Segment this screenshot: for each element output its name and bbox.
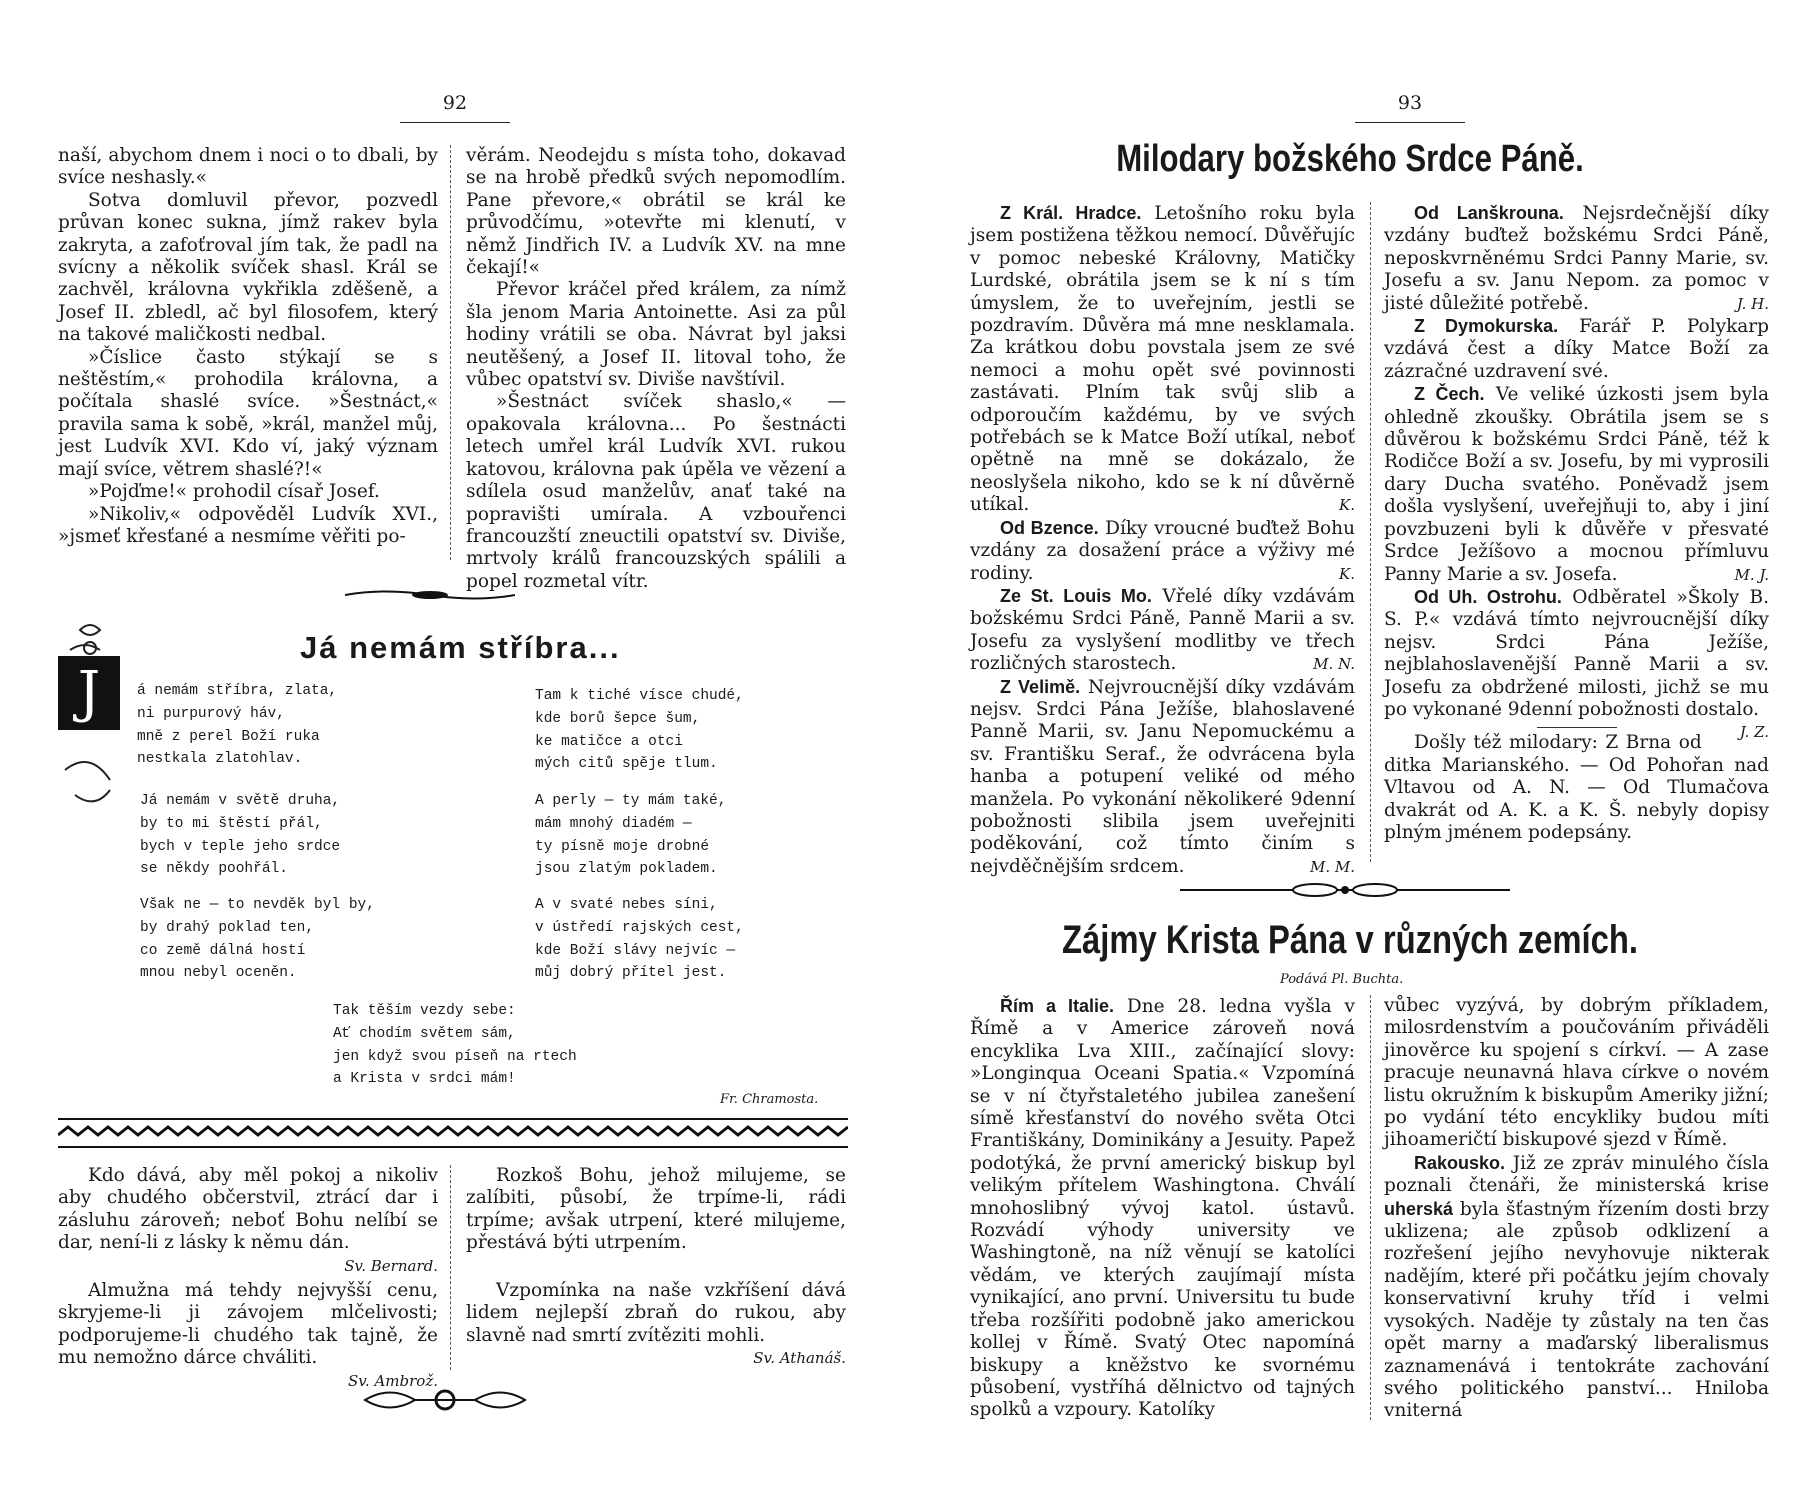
verse-line: bych v teple jeho srdce bbox=[140, 838, 341, 855]
entry: Ze St. Louis Mo. Vřelé díky vzdávám božskému Srdci Páně, Panně Marii a sv. Josefu za vyslyšení modlitby ve třech rozličných starostech. M. N. bbox=[970, 585, 1355, 675]
quote-block bbox=[466, 1165, 846, 1255]
paragraph: Sotva domluvil převor, pozvedl průvan konec sukna, jímž rakev byla zakryta, a zafoťroval jím tak, že padl na svícny a několik svíček shasl. Král se zachvěl, královna vykřikla zděšeně, a Josef II. zbledl, ač byl filosofem, který na takové maličkosti nedbal. bbox=[58, 189, 438, 346]
quote-signature: Sv. Athanáš. bbox=[753, 1349, 846, 1368]
poem-stanza bbox=[535, 790, 726, 881]
milodary-column-2 bbox=[1384, 202, 1769, 844]
paragraph: »Pojďme!« prohodil císař Josef. bbox=[88, 481, 380, 503]
verse-line: ke matičce a otci bbox=[535, 733, 683, 750]
section-title: Zájmy Krista Pána v různých zemích. bbox=[1061, 918, 1639, 962]
verse-line: mám mnohý diadém — bbox=[535, 815, 692, 832]
drop-cap: J bbox=[58, 656, 120, 730]
poem-stanza bbox=[535, 685, 744, 776]
verse-line: kde borů šepce šum, bbox=[535, 710, 701, 727]
decorative-band bbox=[58, 1115, 848, 1155]
paragraph: »Nikoliv,« odpověděl Ludvík XVI., »jsmeť křesťané a nesmíme věřiti po- bbox=[58, 503, 438, 547]
entry: Rakousko. Již ze zpráv minulého čísla poznali čtenáři, že ministerská krise uherská byla šťastným řízením dosti brzy uklizena; ale způsob odklizení a rozřešení jejího nevyhovuje nikterak nadějím, které při počátku jejím chovaly konservativní kruhy tříd i velmi vysokých. Naděje ty zůstaly na ten čas opět marny a maďarský liberalismus zaznamenává i tentokráte zachování svého politického panství... Hniloba vniterná bbox=[1384, 1152, 1769, 1422]
tailpiece-ornament bbox=[360, 1385, 530, 1415]
verse-line: jsou zlatým pokladem. bbox=[535, 861, 718, 878]
entry: Došly též milodary: Z Brna od ditka Marianského. — Od Pohořan nad Vltavou od A. N. — Od Tlumačova dvakrát od A. K. a K. Š. nebyly dopisy plným jménem podepsány. bbox=[1384, 732, 1769, 843]
page-number: 93 bbox=[1397, 92, 1423, 114]
verse-line: Tak těším vezdy sebe: bbox=[333, 1003, 516, 1019]
verse-line: Tam k tiché vísce chudé, bbox=[535, 688, 744, 704]
page-number: 92 bbox=[442, 92, 468, 114]
column-divider bbox=[450, 145, 451, 560]
page-number-rule bbox=[400, 122, 510, 123]
verse-line: Já nemám v světě druha, bbox=[140, 793, 341, 809]
verse-line: A v svaté nebes síni, bbox=[535, 897, 718, 913]
paragraph: naší, abychom dnem i noci o to dbali, by svíce neshasly.« bbox=[58, 145, 438, 189]
left-page bbox=[0, 0, 900, 1500]
quote-text: Vzpomínka na naše vzkříšení dává lidem nejlepší zbraň do rukou, aby slavně nad smrtí zvítěziti mohli. Sv. Athanáš. bbox=[466, 1280, 846, 1347]
page-number-rule bbox=[1355, 122, 1465, 123]
poem-stanza bbox=[535, 894, 744, 985]
paragraph: Převor kráčel před králem, za nímž šla jenom Maria Antoinette. Asi za půl hodiny vrátili se oba. Návrat byl jaksi neutěšený, a Josef II. litoval toho, že vůbec opatství sv. Diviše navštívil. bbox=[466, 279, 846, 391]
verse-line: jen když svou píseň na rtech bbox=[333, 1048, 577, 1065]
zajmy-column-2 bbox=[1384, 995, 1769, 1423]
verse-line: se někdy poohřál. bbox=[140, 861, 288, 878]
quote-signature: Sv. Ambrož. bbox=[347, 1371, 438, 1390]
poem-author: Fr. Chramosta. bbox=[720, 1092, 819, 1107]
story-column-1 bbox=[58, 145, 438, 548]
verse-line: mně z perel Boží ruka bbox=[137, 728, 320, 745]
verse-line: co země dálná hostí bbox=[140, 942, 306, 959]
entry: Od Bzence. Díky vroucné buďtež Bohu vzdány za dosažení práce a výživy mé rodiny. K. bbox=[970, 517, 1356, 584]
entry: Od Uh. Ostrohu. Odběratel »Školy B. S. P.« vzdává tímto nejvroucnější díky nejsv. Srdci Pána Ježíše, nejblahoslavenější Panně Marii a sv. Josefu za obdržené milosti, jichž se mu po vykonané 9denní pobožnosti dostalo. J. Z. bbox=[1384, 586, 1769, 742]
entry: vůbec vyzývá, by dobrým příkladem, milosrdenstvím a poučováním přiváděli jinověrce ku spojení s církví. — A zase pracuje neunavná hlava církve o novém listu okružním k biskupům Ameriky jižní; po vydání této encykliky budou míti jihoameričtí biskupové sjezd v Římě. bbox=[1384, 995, 1769, 1151]
quote-text: Kdo dává, aby měl pokoj a nikoliv aby chudého občerstvil, ztrácí dar i zásluhu zároveň; neboť Bohu nelíbí se dar, není-li z lásky k němu dán. Sv. Bernard. bbox=[58, 1165, 438, 1255]
verse-line: Ať chodím světem sám, bbox=[333, 1025, 516, 1042]
verse-line: v ústředí rajských cest, bbox=[535, 919, 744, 936]
column-divider bbox=[1370, 995, 1371, 1420]
right-page bbox=[900, 0, 1818, 1500]
paragraph: »Šestnáct svíček shaslo,« — opakovala královna... Po šestnácti letech umřel král Ludvík XVI. rukou katovou, královna pak úpěla ve vězení a sdílela osud manželův, anať také na popravišti umírala. A vzbouřenci francouzští zneuctili opatství sv. Diviše, mrtvoly králů francouzských spálili a popel rozmetal vítr. bbox=[466, 391, 846, 592]
quote-block bbox=[466, 1280, 846, 1370]
quote-text: Almužna má tehdy nejvyšší cenu, skryjeme-li ji závojem mlčelivosti; podporujeme-li chudého tak tajně, že mu nemožno dárce chváliti. Sv. Ambrož. bbox=[58, 1280, 438, 1370]
entry: Z Čech. Ve veliké úzkosti jsem byla ohledně zkoušky. Obrátila jsem se s důvěrou k božskému Srdci Páně, též k Rodičce Boží a sv. Josefu, by mi vyprosili dary Ducha svatého. Poněvadž jsem došla vyslyšení, uveřejňuji to, aby i jiní povzbuzeni byli k důvěře v přesvaté Srdce Ježíšovo a mocnou přímluvu Panny Marie a sv. Josefa. M. J. bbox=[1384, 384, 1769, 585]
verse-line: nestkala zlatohlav. bbox=[137, 751, 303, 768]
entry: Od Lanškrouna. Nejsrdečnější díky vzdány buďtež božskému Srdci Páně, neposkvrněnému Srdci Panny Marie, sv. Josefu a sv. Janu Nepom. za pomoc v jisté důležité potřebě. J. H. bbox=[1384, 203, 1769, 314]
paragraph: věrám. Neodejdu s místa toho, dokavad se na hrobě předků svých nepomodlím. Pane převore,« obrátil se král ke průvodčímu, »otevřte mi klenutí, v němž Jindřich IV. a Ludvík XV. na mne čekají!« bbox=[466, 145, 846, 279]
paragraph: »Číslice často stýkají se s neštěstím,« prohodila královna, a počítala shaslé svíce. »Šestnáct,« pravila sama k sobě, »král, manžel můj, jest Ludvík XVI. Kdo ví, jaký význam mají svíce, větrem shaslé?!« bbox=[58, 346, 438, 480]
milodary-column-1 bbox=[970, 202, 1355, 878]
verse-line: A perly — ty mám také, bbox=[535, 793, 727, 809]
poem-stanza bbox=[137, 680, 337, 771]
verse-line: by to mi štěstí přál, bbox=[140, 815, 323, 832]
quote-block bbox=[58, 1165, 438, 1277]
zajmy-column-1 bbox=[970, 995, 1355, 1422]
short-rule bbox=[1537, 727, 1617, 728]
section-title: Milodary božského Srdce Páně. bbox=[1116, 138, 1584, 180]
entry: Z Dymokurska. Farář P. Polykarp vzdává čest a díky Matce Boží za zázračné uzdravení své. bbox=[1384, 316, 1769, 382]
poem-stanza bbox=[333, 1000, 577, 1091]
divider-ornament bbox=[1180, 880, 1510, 900]
poem-stanza bbox=[140, 790, 340, 881]
verse-line: by drahý poklad ten, bbox=[140, 919, 315, 936]
verse-line: á nemám stříbra, zlata, bbox=[137, 683, 338, 699]
poem-title: Já nemám stříbra... bbox=[300, 630, 621, 665]
quote-block bbox=[58, 1280, 438, 1392]
verse-line: ni purpurový háv, bbox=[137, 705, 285, 722]
verse-line: mých citů spěje tlum. bbox=[535, 756, 718, 773]
verse-line: ty písně moje drobné bbox=[535, 838, 710, 855]
entry: Řím a Italie. Dne 28. ledna vyšla v Římě a v Americe zároveň nová encyklika Lva XIII., začínající slovy: »Longinqua Oceani Spatia.« Vzpomíná se v ní čtyřstaletého jubilea zanešení símě křesťanství do nového světa Otci Františkány, Dominikány a Jesuity. Papež podotýká, že první americký biskup byl velikým přítelem Washingtona. Chválí mnohoslibný vývoj katol. ústavů. Rozvádí výhody university ve Washingtoně, na níž věnují se katolíci vědám, ve kterých zaujímají místa vynikající, ano první. Universitu tu bude třeba rozšířiti podobně jako americkou kollej v Římě. Svatý Otec napomíná biskupy a kněžstvo ke svornému působení, vystříhá dělnictvo od tajných spolků a vzpoury. Katolíky bbox=[970, 996, 1356, 1421]
entry: Z Velimě. Nejvroucnější díky vzdávám nejsv. Srdci Pána Ježíše, blahoslavené Panně Marii, sv. Janu Nepomuckému a sv. Františku Seraf., že odvrácena byla hanba a potupení veliké od mého manžela. Po vykonání několikeré 9denní pobožnosti slibila jsem uveřejniti poděkování, což tímto činím s nejvděčnějším srdcem. M. M. bbox=[970, 676, 1355, 877]
divider-ornament bbox=[345, 588, 515, 602]
byline: Podává Pl. Buchta. bbox=[1280, 972, 1404, 987]
column-divider bbox=[450, 1165, 451, 1370]
poem-stanza bbox=[140, 894, 375, 985]
story-column-2 bbox=[466, 145, 846, 593]
verse-line: kde Boží slávy nejvíc — bbox=[535, 942, 736, 959]
verse-line: a Krista v srdci mám! bbox=[333, 1071, 516, 1088]
verse-line: můj dobrý přítel jest. bbox=[535, 965, 727, 982]
column-divider bbox=[1370, 202, 1371, 862]
verse-line: mnou nebyl oceněn. bbox=[140, 965, 297, 982]
quote-text: Rozkoš Bohu, jehož milujeme, se zalíbiti, působí, že trpíme-li, rádi trpíme; avšak utrpení, které milujeme, přestává býti utrpením. bbox=[466, 1165, 846, 1254]
entry: Z Král. Hradce. Letošního roku byla jsem postižena těžkou nemocí. Důvěřujíc v pomoc nebeské Královny, Matičky Lurdské, obrátila jsem se k ní s tím úmyslem, že to uveřejním, jestli se pozdravím. Důvěra má mne nesklamala. Za krátkou dobu povstala jsem ze své nemoci a mohu opět své povinnosti zastávati. Plním tak svůj slib a odporoučím každému, by ve svých potřebách se k Matce Boží utíkal, neboť opětně na mně se dokázalo, že neoslyšela nikoho, kdo se k ní důvěrně utíkal. K. bbox=[970, 203, 1355, 516]
verse-line: Však ne — to nevděk byl by, bbox=[140, 897, 375, 913]
quote-signature: Sv. Bernard. bbox=[344, 1256, 438, 1275]
